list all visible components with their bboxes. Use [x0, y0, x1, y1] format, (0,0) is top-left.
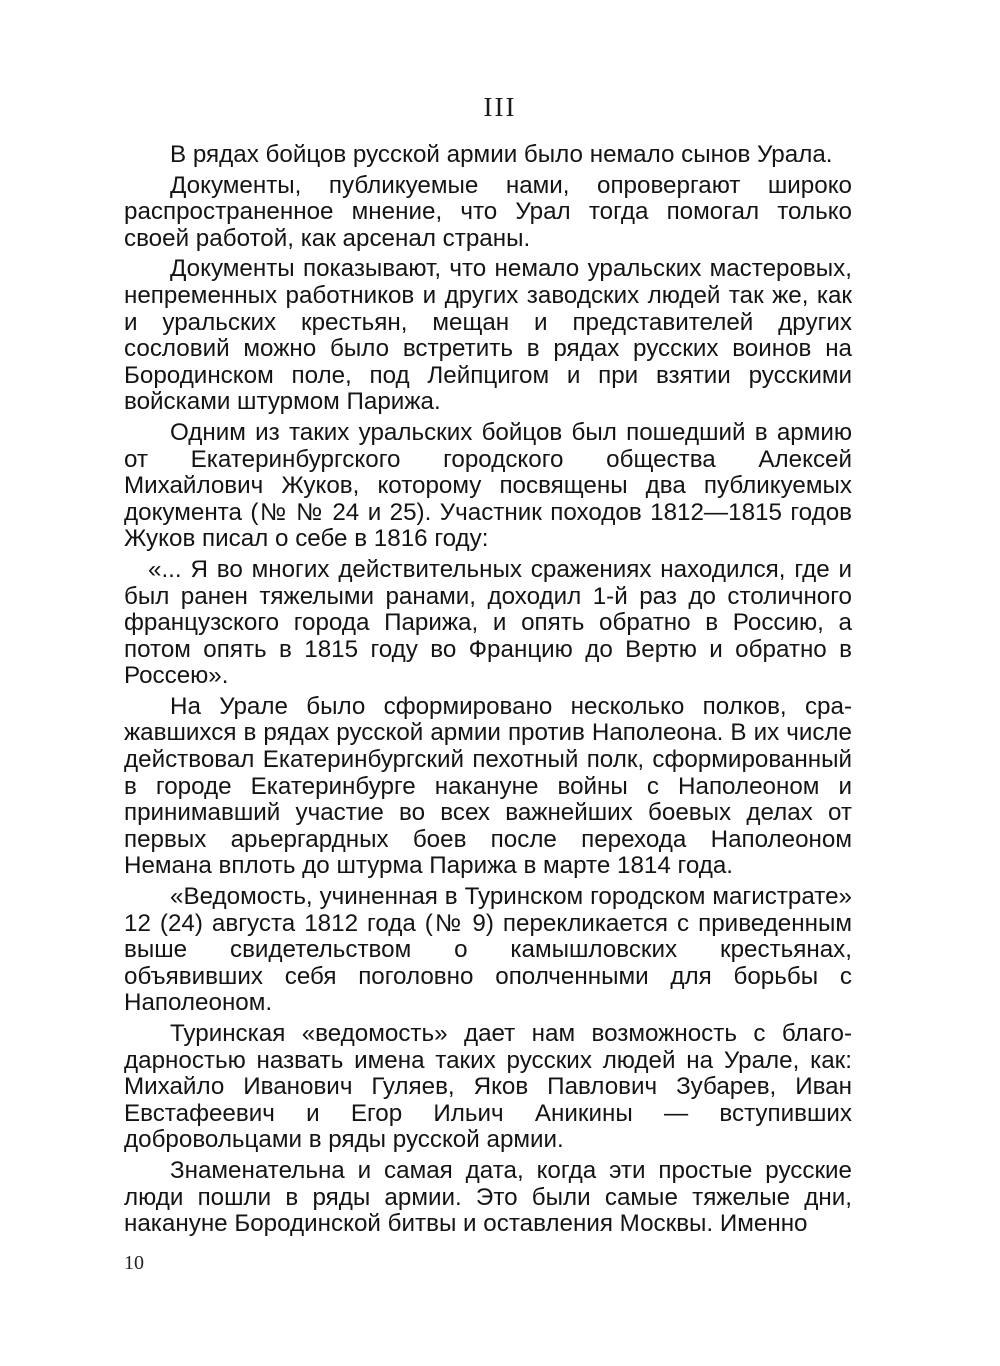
paragraph: В рядах бойцов русской армии было немало сынов Урала. [170, 141, 833, 168]
paragraph: «Ведомость, учиненная в Туринском городском магистрате» 12 (24) августа 1812 года (№ 9) перекликается с приведенным выше свидетельством о камышловских крестьянах, объявивших себя поголовно ополченными для борьбы с Наполеоном. [124, 883, 852, 1017]
body-text [124, 142, 852, 1242]
paragraph: Знаменательна и самая дата, когда эти простые русские люди пошли в ряды армии. Это были самые тяжелые дни, накануне Бородинской битвы и оставления Москвы. Именно [124, 1156, 852, 1238]
paragraph: Туринская «ведомость» дает нам возможность с благодарностью назвать имена таких русских людей на Урале, как: Михайло Иванович Гуляев, Яков Павлович Зубарев, Иван Евстафеевич и Егор Ильич Аникины — вступивших добровольцами в ряды русской армии. [124, 1020, 852, 1154]
section-number: III [483, 92, 517, 122]
quotation-paragraph: «... Я во многих действительных сражениях находился, где и был ранен тяжелыми ранами, доходил 1-й раз до столичного французского города Парижа, и опять обратно в Россию, а потом опять в 1815 году во Францию до Вертю и обратно в Россею». [124, 555, 852, 690]
paragraph: Документы показывают, что немало уральских мастеровых, непременных работников и других заводских людей так же, как и уральских крестьян, мещан и представителей других сословий можно было встретить в рядах русских воинов на Бородинском поле, под Лейпцигом и при взятии русскими войсками штурмом Парижа. [124, 255, 852, 416]
paragraph: На Урале было сформировано несколько полков, сражавшихся в рядах русской армии против Наполеона. В их числе действовал Екатеринбургский пехотный полк, сформированный в городе Екатеринбурге накануне войны с Наполеоном и принимавший участие во всех важнейших боевых делах от первых арьергардных боев после перехода Наполеоном Немана вплоть до штурма Парижа в марте 1814 года. [124, 692, 852, 880]
paragraph: Одним из таких уральских бойцов был пошедший в армию от Екатеринбургского городского общества Алексей Михайлович Жуков, которому посвящены два публикуемых документа (№ № 24 и 25). Участник походов 1812—1815 годов Жуков писал о себе в 1816 году: [124, 418, 852, 553]
paragraph: Документы, публикуемые нами, опровергают широко распространенное мнение, что Урал тогда помогал только своей работой, как арсенал страны. [124, 171, 852, 252]
page-number: 10 [124, 1252, 144, 1274]
